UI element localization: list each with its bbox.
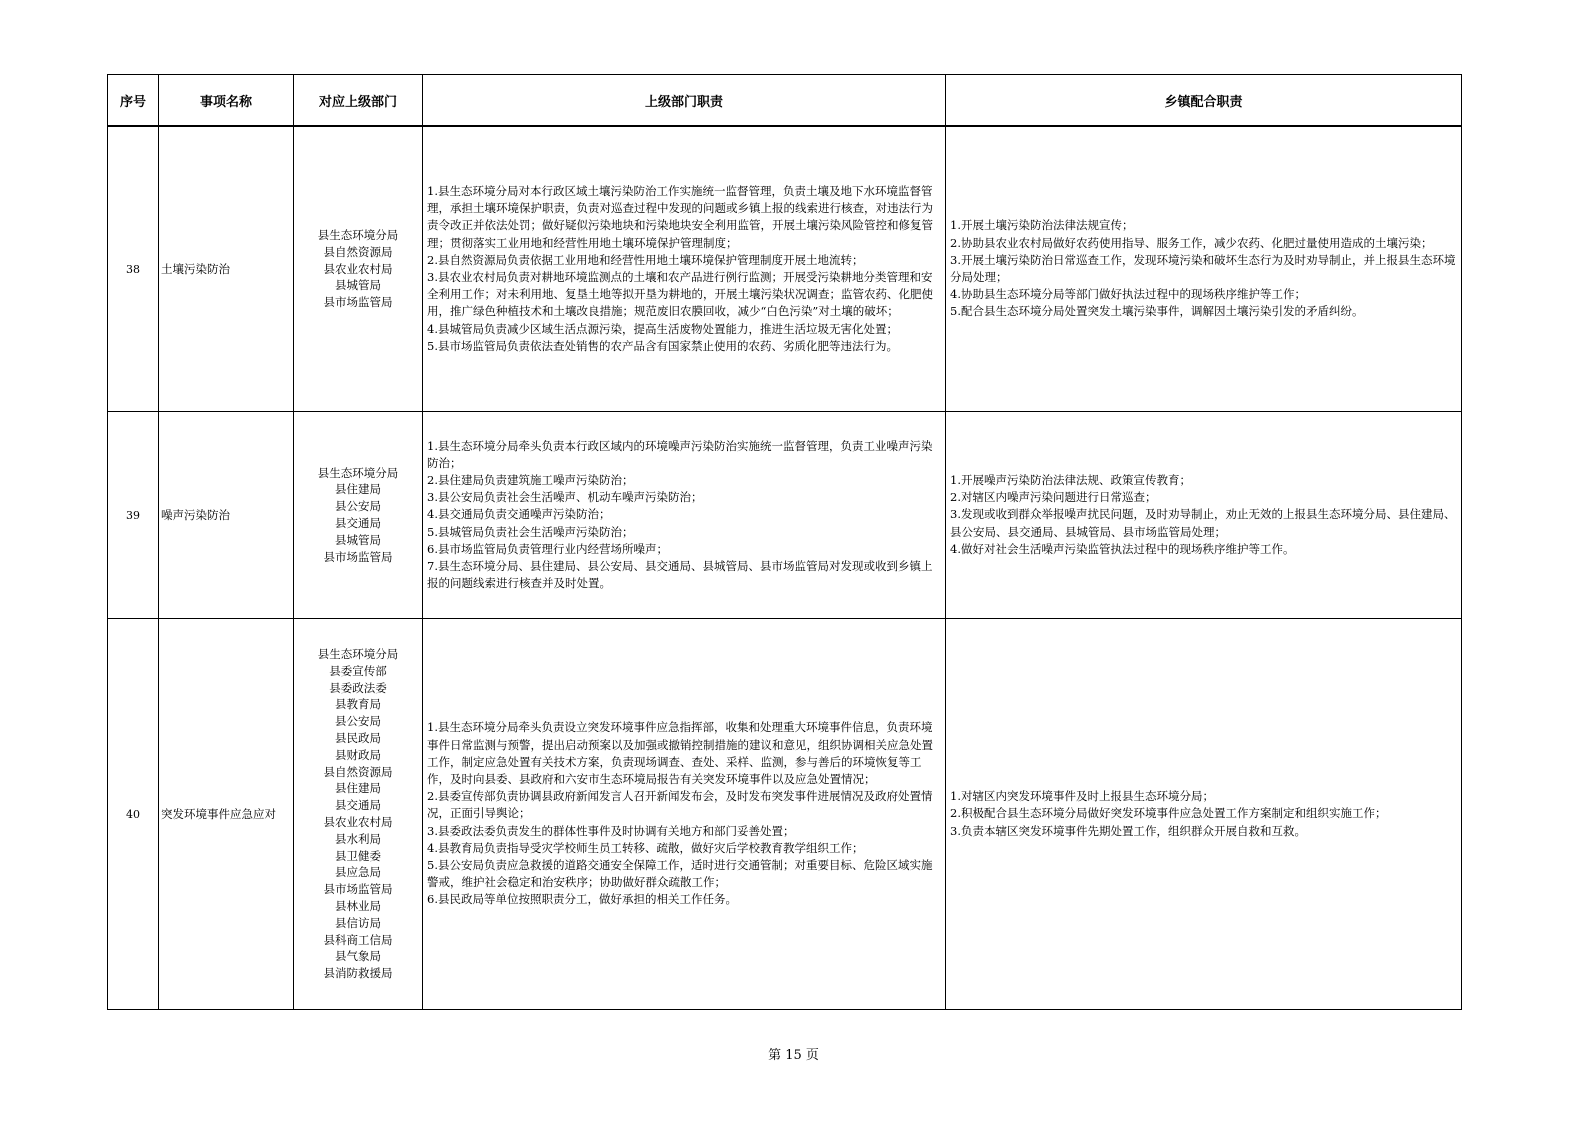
dept-item: 县教育局 <box>335 697 381 712</box>
duty-item: 5.县公安局负责应急救援的道路交通安全保障工作，适时进行交通管制；对重要目标、危险区域实施警戒，维护社会稳定和治安秩序；协助做好群众疏散工作； <box>427 858 933 890</box>
coop-item: 2.对辖区内噪声污染问题进行日常巡查； <box>950 490 1157 505</box>
dept-item: 县民政局 <box>335 731 381 746</box>
duty-item: 1.县生态环境分局牵头负责设立突发环境事件应急指挥部，收集和处理重大环境事件信息，负责环境事件日常监测与预警，提出启动预案以及加强或撤销控制措施的建议和意见，组织协调相关应急处置工作，制定应急处置有关技术方案，负责现场调查、查处、采样、监测，参与善后的环境恢复等工作，及时向县委、县政府和六安市生态环境局报告有关突发环境事件以及应急处置情况； <box>427 720 933 786</box>
dept-item: 县水利局 <box>335 831 381 846</box>
duty-item: 2.县自然资源局负责依据工业用地和经营性用地土壤环境保护管理制度开展土地流转； <box>427 252 864 267</box>
coop-item: 3.负责本辖区突发环境事件先期处置工作，组织群众开展自救和互救。 <box>950 823 1306 838</box>
dept-item: 县气象局 <box>335 949 381 964</box>
duty-item: 5.县城管局负责社会生活噪声污染防治； <box>427 524 634 539</box>
coop-item: 2.协助县农业农村局做好农药使用指导、服务工作，减少农药、化肥过量使用造成的土壤污染； <box>950 235 1433 250</box>
dept-item: 县城管局 <box>335 278 381 293</box>
dept-item: 县住建局 <box>335 482 381 497</box>
table-row <box>108 126 1462 412</box>
row-township-duties <box>946 126 1462 412</box>
responsibility-table <box>107 74 1462 1010</box>
coop-item: 1.开展噪声污染防治法律法规、政策宣传教育； <box>950 472 1191 487</box>
coop-item: 5.配合县生态环境分局处置突发土壤污染事件，调解因土壤污染引发的矛盾纠纷。 <box>950 304 1364 319</box>
dept-item: 县信访局 <box>335 915 381 930</box>
duty-item: 1.县生态环境分局牵头负责本行政区域内的环境噪声污染防治实施统一监督管理，负责工业噪声污染防治； <box>427 438 933 470</box>
header-item-name: 事项名称 <box>159 75 294 127</box>
coop-item: 4.做好对社会生活噪声污染监管执法过程中的现场秩序维护等工作。 <box>950 541 1295 556</box>
coop-item: 3.发现或收到群众举报噪声扰民问题，及时劝导制止，劝止无效的上报县生态环境分局、县住建局、县公安局、县交通局、县城管局、县市场监管局处理； <box>950 507 1456 539</box>
dept-item: 县市场监管局 <box>323 549 393 564</box>
dept-item: 县交通局 <box>335 516 381 530</box>
page-number: 第 15 页 <box>768 1048 819 1063</box>
dept-item: 县科商工信局 <box>323 932 393 947</box>
dept-item: 县自然资源局 <box>323 764 393 779</box>
duty-item: 5.县市场监管局负责依法查处销售的农产品含有国家禁止使用的农药、劣质化肥等违法行为。 <box>427 338 898 353</box>
coop-item: 1.对辖区内突发环境事件及时上报县生态环境分局； <box>950 789 1214 804</box>
dept-item: 县委政法委 <box>329 680 387 695</box>
dept-item: 县生态环境分局 <box>317 465 399 480</box>
row-superior-duties <box>423 126 946 412</box>
row-superior-duties <box>423 619 946 1010</box>
duty-item: 7.县生态环境分局、县住建局、县公安局、县交通局、县城管局、县市场监管局对发现或收到乡镇上报的问题线索进行核查并及时处置。 <box>427 559 933 591</box>
duty-item: 6.县民政局等单位按照职责分工，做好承担的相关工作任务。 <box>427 892 737 907</box>
duty-item: 3.县农业农村局负责对耕地环境监测点的土壤和农产品进行例行监测；开展受污染耕地分类管理和安全利用工作；对未利用地、复垦土地等拟开垦为耕地的，开展土壤污染状况调查；监管农药、化肥使用，推广绿色种植技术和土壤改良措施；规范废旧农膜回收，减少“白色污染”对土壤的破坏； <box>427 270 933 319</box>
row-township-duties <box>946 412 1462 619</box>
dept-item: 县自然资源局 <box>323 244 393 259</box>
row-serial-no: 39 <box>108 412 159 619</box>
duty-item: 4.县城管局负责减少区域生活点源污染，提高生活废物处置能力，推进生活垃圾无害化处置； <box>427 321 898 336</box>
table-header-row <box>108 75 1462 127</box>
coop-item: 2.积极配合县生态环境分局做好突发环境事件应急处置工作方案制定和组织实施工作； <box>950 806 1387 821</box>
header-superior-duties: 上级部门职责 <box>423 75 946 127</box>
dept-item: 县消防救援局 <box>323 966 393 981</box>
row-township-duties <box>946 619 1462 1010</box>
duty-item: 2.县住建局负责建筑施工噪声污染防治； <box>427 472 634 487</box>
dept-item: 县交通局 <box>335 798 381 813</box>
dept-item: 县公安局 <box>335 499 381 514</box>
row-serial-no: 40 <box>108 619 159 1010</box>
duty-item: 6.县市场监管局负责管理行业内经营场所噪声； <box>427 541 668 556</box>
row-serial-no: 38 <box>108 126 159 412</box>
duty-item: 2.县委宣传部负责协调县政府新闻发言人召开新闻发布会，及时发布突发事件进展情况及政府处置情况，正面引导舆论； <box>427 789 933 821</box>
dept-item: 县公安局 <box>335 714 381 729</box>
row-dept-list <box>294 412 423 619</box>
coop-item: 4.协助县生态环境分局等部门做好执法过程中的现场秩序维护等工作； <box>950 287 1306 302</box>
row-item-name: 土壤污染防治 <box>159 126 294 412</box>
table-row <box>108 412 1462 619</box>
header-township-duties: 乡镇配合职责 <box>946 75 1462 127</box>
header-superior-dept: 对应上级部门 <box>294 75 423 127</box>
duty-item: 4.县教育局负责指导受灾学校师生员工转移、疏散，做好灾后学校教育教学组织工作； <box>427 840 864 855</box>
row-dept-list <box>294 619 423 1010</box>
duty-item: 1.县生态环境分局对本行政区域土壤污染防治工作实施统一监督管理，负责土壤及地下水环境监督管理，承担土壤环境保护职责，负责对巡查过程中发现的问题或乡镇上报的线索进行核查，对违法行为责令改正并依法处罚；做好疑似污染地块和污染地块安全利用监管，开展土壤污染风险管控和修复管理；贯彻落实工业用地和经营性用地土壤环境保护管理制度； <box>427 183 933 250</box>
dept-item: 县市场监管局 <box>323 882 393 897</box>
dept-item: 县生态环境分局 <box>317 228 399 242</box>
dept-item: 县财政局 <box>335 747 381 762</box>
header-serial-no: 序号 <box>108 75 159 127</box>
coop-item: 1.开展土壤污染防治法律法规宣传； <box>950 218 1134 233</box>
row-dept-list <box>294 126 423 412</box>
row-item-name: 突发环境事件应急应对 <box>159 619 294 1010</box>
dept-item: 县委宣传部 <box>329 663 387 678</box>
dept-item: 县卫健委 <box>335 848 381 863</box>
table-row <box>108 619 1462 1010</box>
duty-item: 4.县交通局负责交通噪声污染防治； <box>427 507 611 522</box>
duty-item: 3.县公安局负责社会生活噪声、机动车噪声污染防治； <box>427 490 703 505</box>
dept-item: 县应急局 <box>335 865 381 880</box>
dept-item: 县城管局 <box>335 532 381 547</box>
row-item-name: 噪声污染防治 <box>159 412 294 619</box>
row-superior-duties <box>423 412 946 619</box>
dept-item: 县市场监管局 <box>323 295 393 310</box>
dept-item: 县生态环境分局 <box>317 647 399 662</box>
dept-item: 县农业农村局 <box>323 261 393 276</box>
dept-item: 县住建局 <box>335 781 381 796</box>
coop-item: 3.开展土壤污染防治日常巡查工作，发现环境污染和破坏生态行为及时劝导制止，并上报县生态环境分局处理； <box>950 252 1456 284</box>
duty-item: 3.县委政法委负责发生的群体性事件及时协调有关地方和部门妥善处置； <box>427 823 795 838</box>
dept-item: 县林业局 <box>335 898 381 913</box>
dept-item: 县农业农村局 <box>323 815 393 829</box>
